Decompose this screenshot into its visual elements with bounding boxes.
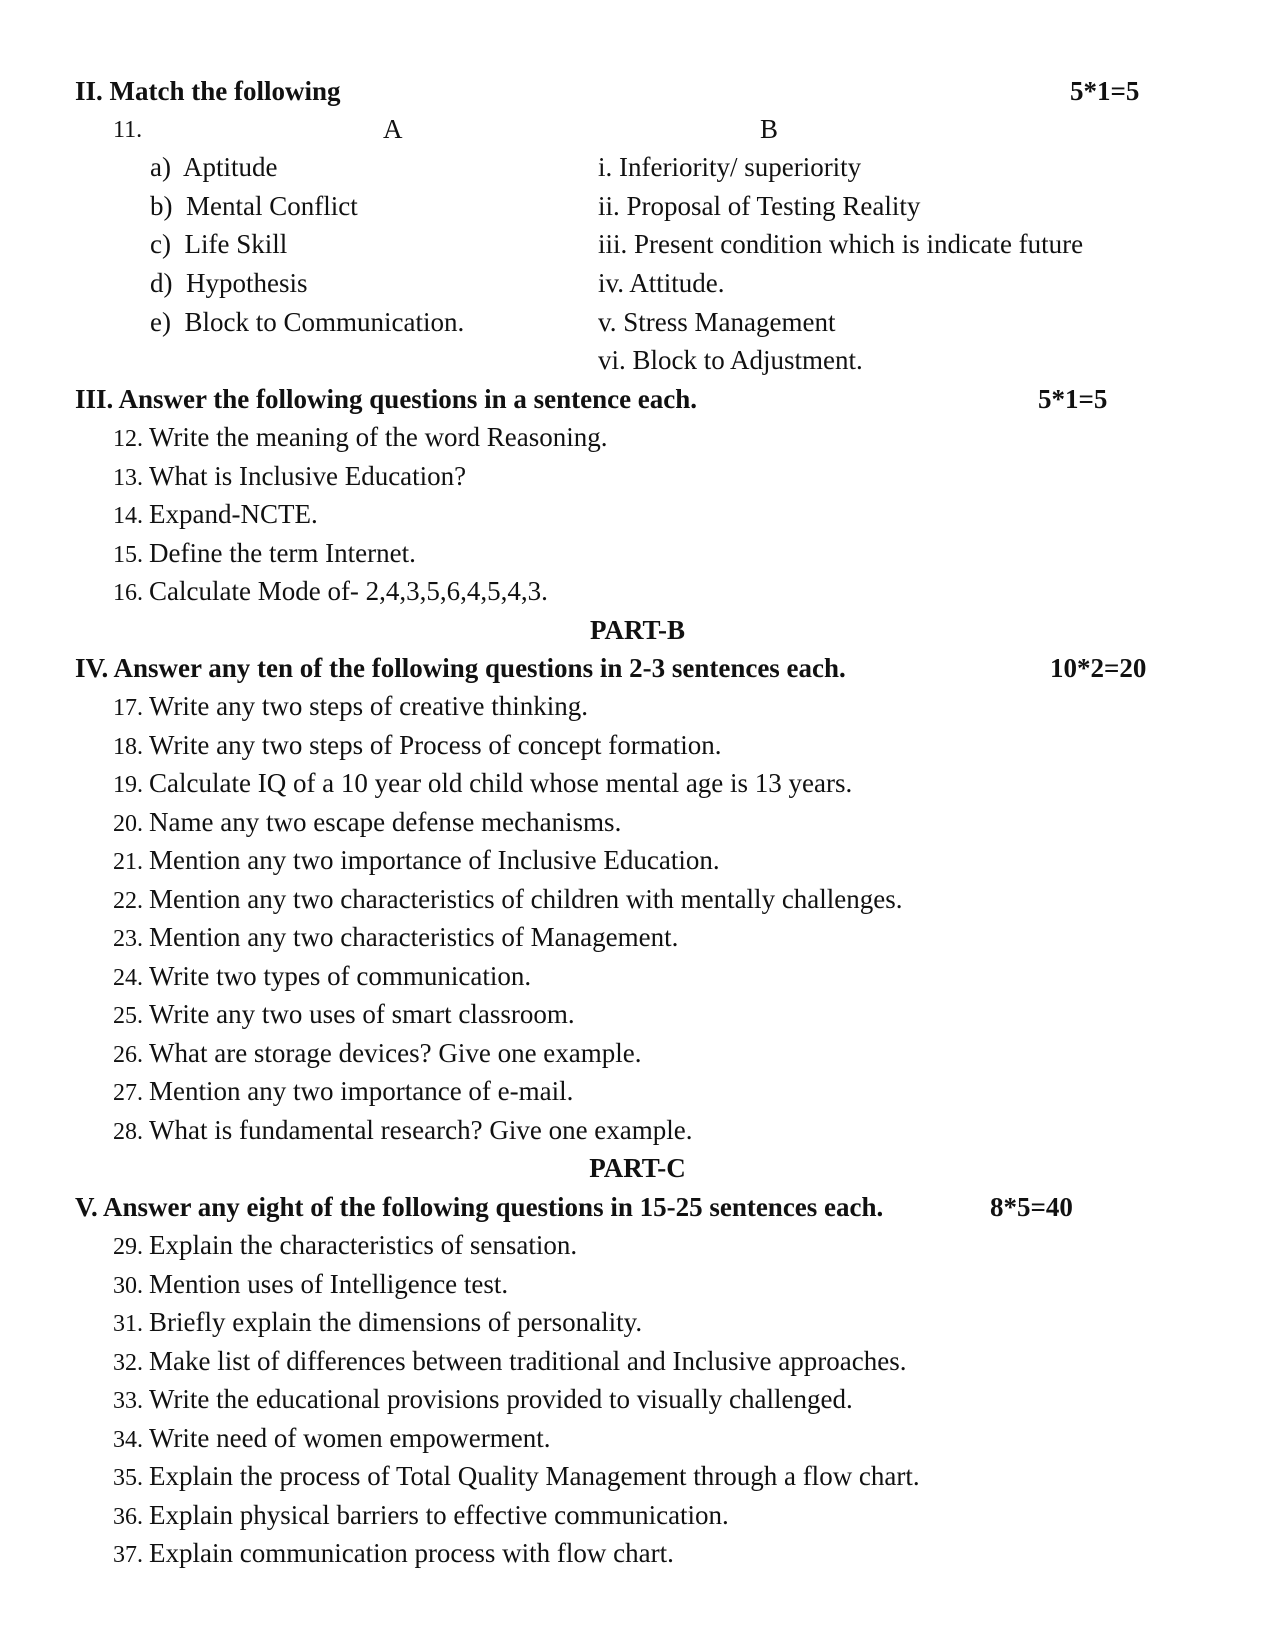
section-3-marks: 5*1=5 xyxy=(1038,384,1108,414)
question-item: 12. Write the meaning of the word Reasoning. xyxy=(113,422,608,452)
question-item: 29. Explain the characteristics of sensation. xyxy=(113,1230,578,1260)
question-11-number: 11. xyxy=(113,117,143,143)
part-b-heading: PART-B xyxy=(589,615,686,645)
question-item: 31. Briefly explain the dimensions of personality. xyxy=(113,1307,643,1337)
question-item: 25. Write any two uses of smart classroom. xyxy=(113,999,575,1029)
section-2-heading: II. Match the following xyxy=(75,76,341,106)
question-item: 33. Write the educational provisions provided to visually challenged. xyxy=(113,1384,853,1414)
question-item: 26. What are storage devices? Give one example. xyxy=(113,1038,642,1068)
question-item: 19. Calculate IQ of a 10 year old child whose mental age is 13 years. xyxy=(113,768,853,798)
section-2-marks: 5*1=5 xyxy=(1070,76,1140,106)
column-b-header: B xyxy=(760,114,779,144)
question-item: 23. Mention any two characteristics of Management. xyxy=(113,922,679,952)
section-5-marks: 8*5=40 xyxy=(990,1192,1073,1222)
question-item: 15. Define the term Internet. xyxy=(113,538,416,568)
match-b-item: v. Stress Management xyxy=(598,307,836,337)
question-item: 21. Mention any two importance of Inclusive Education. xyxy=(113,845,720,875)
section-5-heading: V. Answer any eight of the following questions in 15-25 sentences each. xyxy=(75,1192,884,1222)
match-b-item: ii. Proposal of Testing Reality xyxy=(598,191,921,221)
question-item: 13. What is Inclusive Education? xyxy=(113,461,467,491)
question-item: 24. Write two types of communication. xyxy=(113,961,532,991)
question-item: 16. Calculate Mode of- 2,4,3,5,6,4,5,4,3. xyxy=(113,576,548,606)
match-b-item: iv. Attitude. xyxy=(598,268,725,298)
match-b-item: iii. Present condition which is indicate future xyxy=(598,229,1084,259)
question-item: 17. Write any two steps of creative thinking. xyxy=(113,691,589,721)
question-item: 20. Name any two escape defense mechanisms. xyxy=(113,807,622,837)
question-item: 22. Mention any two characteristics of children with mentally challenges. xyxy=(113,884,903,914)
question-item: 28. What is fundamental research? Give one example. xyxy=(113,1115,693,1145)
section-3-heading: III. Answer the following questions in a sentence each. xyxy=(75,384,698,414)
question-item: 32. Make list of differences between traditional and Inclusive approaches. xyxy=(113,1346,907,1376)
section-4-heading: IV. Answer any ten of the following questions in 2-3 sentences each. xyxy=(75,653,846,683)
question-item: 30. Mention uses of Intelligence test. xyxy=(113,1269,509,1299)
section-4-marks: 10*2=20 xyxy=(1050,653,1147,683)
match-a-item: e) Block to Communication. xyxy=(150,307,465,337)
question-item: 18. Write any two steps of Process of concept formation. xyxy=(113,730,722,760)
column-a-header: A xyxy=(383,114,403,144)
match-a-item: d) Hypothesis xyxy=(150,268,308,298)
question-item: 14. Expand-NCTE. xyxy=(113,499,318,529)
question-item: 36. Explain physical barriers to effective communication. xyxy=(113,1500,729,1530)
match-a-item: a) Aptitude xyxy=(150,152,278,182)
match-b-item: i. Inferiority/ superiority xyxy=(598,152,862,182)
part-c-heading: PART-C xyxy=(589,1153,686,1183)
question-item: 37. Explain communication process with flow chart. xyxy=(113,1538,674,1568)
match-a-item: b) Mental Conflict xyxy=(150,191,358,221)
match-a-item: c) Life Skill xyxy=(150,229,288,259)
question-item: 34. Write need of women empowerment. xyxy=(113,1423,551,1453)
question-item: 27. Mention any two importance of e-mail. xyxy=(113,1076,574,1106)
question-item: 35. Explain the process of Total Quality Management through a flow chart. xyxy=(113,1461,920,1491)
match-b-item: vi. Block to Adjustment. xyxy=(598,345,863,375)
